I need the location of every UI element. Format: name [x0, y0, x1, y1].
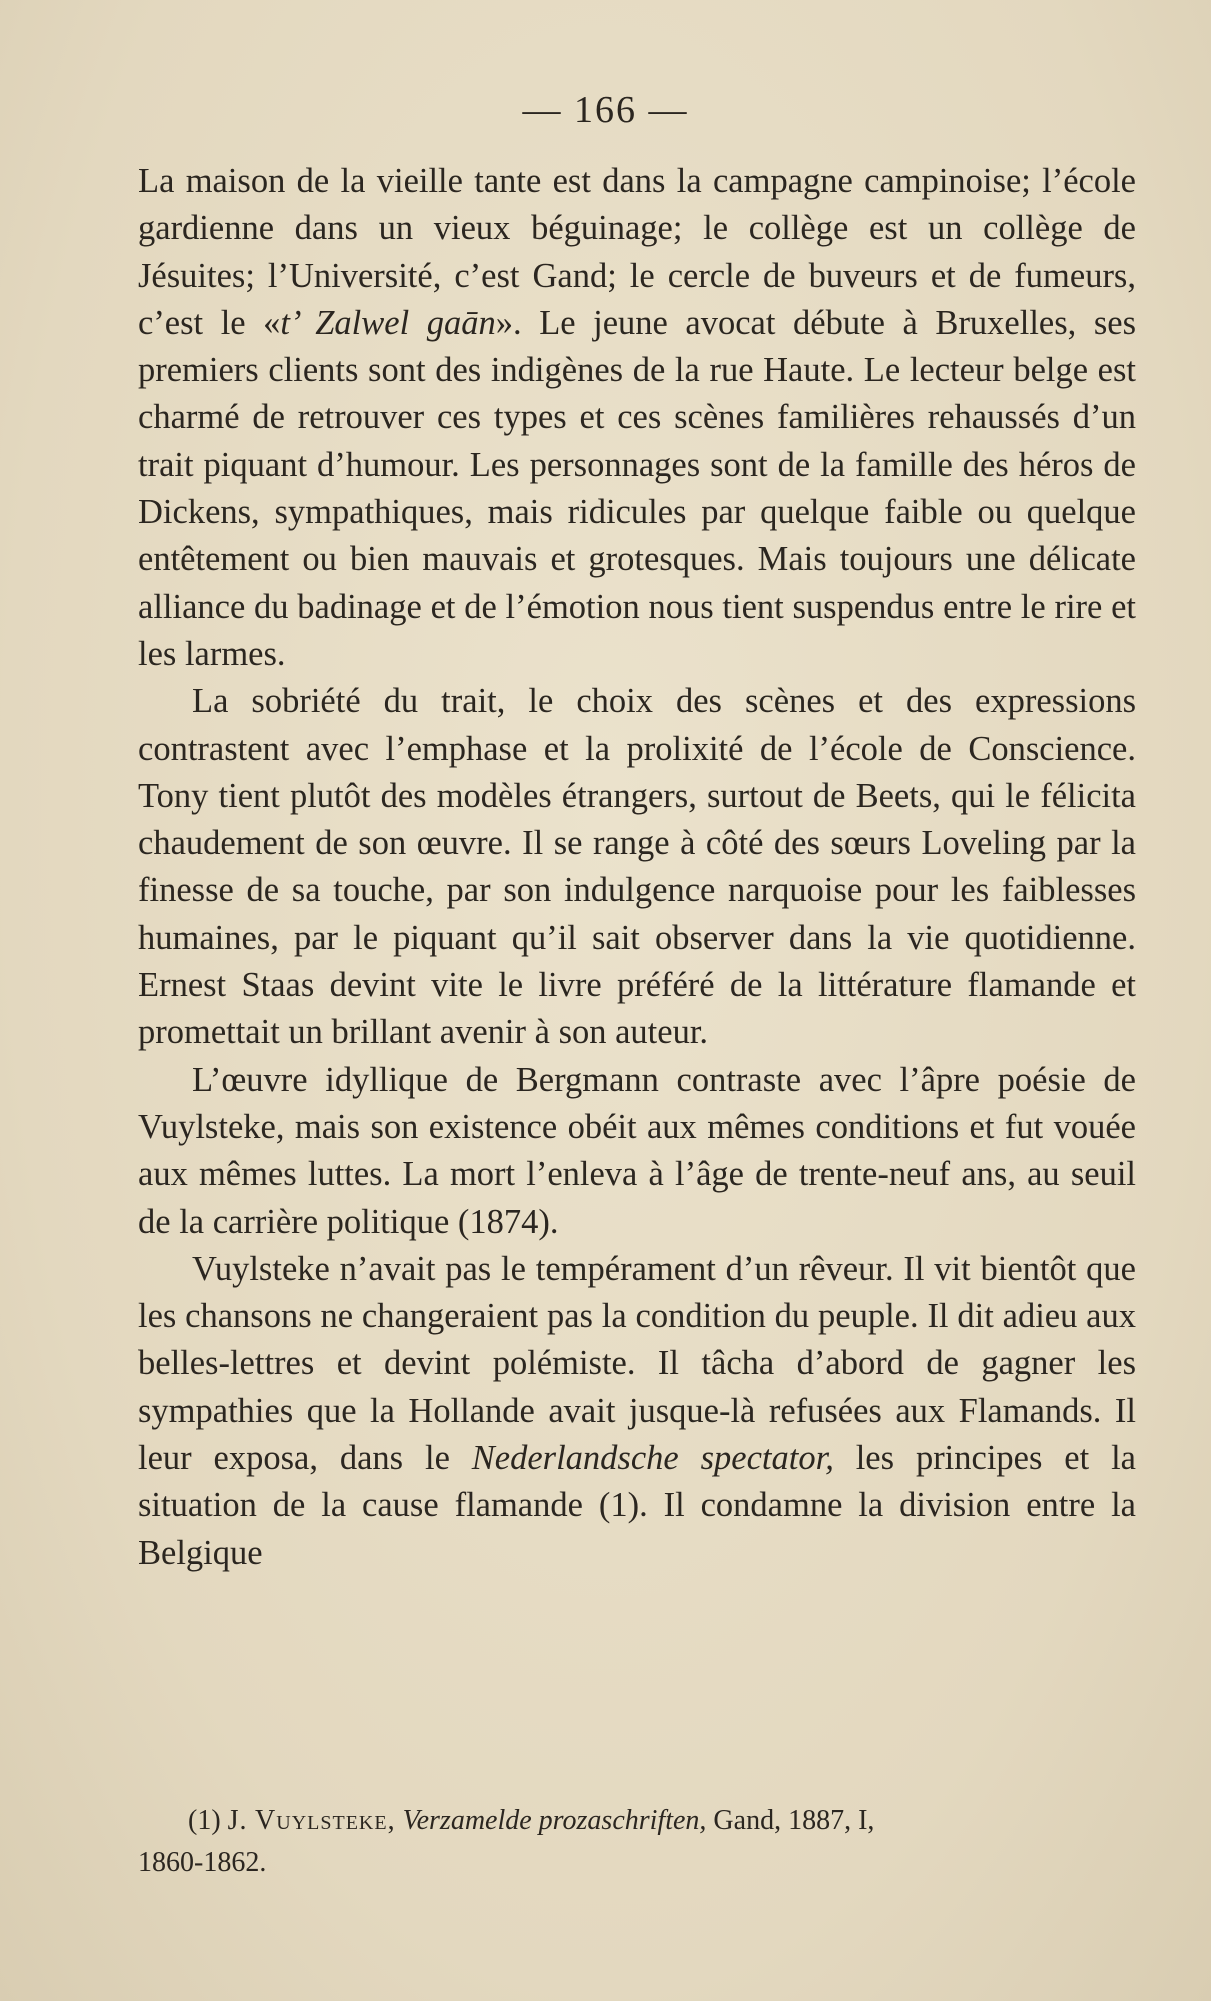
- footnote-title: Verzamelde prozaschriften,: [402, 1805, 707, 1836]
- footnote: [138, 1800, 1136, 1884]
- footnote-rest: Gand, 1887, I,: [706, 1805, 875, 1836]
- italic-text: t’ Zalwel gaān: [280, 303, 496, 342]
- text-run: L’œuvre idyllique de Bergmann contraste avec l’âpre poésie de Vuylsteke, mais son existence obéit aux mêmes conditions et fut vouée aux mêmes luttes. La mort l’enleva à l’âge de trente-neuf ans, au seuil de la carrière politique (1874).: [138, 1060, 1136, 1241]
- text-run: ». Le jeune avocat débute à Bruxelles, ses premiers clients sont des indigènes de la rue Haute. Le lecteur belge est charmé de retrouver ces types et ces scènes familières rehaussés d’un trait piquant d’humour. Les personnages sont de la famille des héros de Dickens, sympathiques, mais ridicules par quelque faible ou quelque entêtement ou bien mauvais et grotesques. Mais toujours une délicate alliance du badinage et de l’émotion nous tient suspendus entre le rire et les larmes.: [138, 303, 1137, 673]
- paragraph: [138, 158, 1136, 678]
- text-run: La sobriété du trait, le choix des scènes et des expressions contrastent avec l’emphase et la prolixité de l’école de Conscience. Tony tient plutôt des modèles étrangers, surtout de Beets, qui le félicita chaudement de son œuvre. Il se range à côté des sœurs Loveling par la finesse de sa touche, par son indulgence narquoise pour les faiblesses humaines, par le piquant qu’il sait observer dans la vie quotidienne. Ernest Staas devint vite le livre préféré de la littérature flamande et promettait un brillant avenir à son auteur.: [138, 682, 1136, 1052]
- page-number: — 166 —: [522, 89, 689, 131]
- paragraph: [138, 1246, 1136, 1577]
- footnote-continuation: 1860-1862.: [138, 1847, 267, 1878]
- italic-text: Nederlandsche spectator,: [471, 1439, 834, 1478]
- text-run: les principes et la situation de la cause flamande (1). Il condamne la division entre la Belgique: [138, 1439, 1136, 1572]
- text-run: La maison de la vieille tante est dans la campagne campinoise; l’école gardienne dans un vieux béguinage; le collège est un collège de Jésuites; l’Université, c’est Gand; le cercle de buveurs et de fumeurs, c’est le «: [138, 162, 1136, 342]
- footnote-marker: (1): [188, 1805, 221, 1836]
- footnote-author: J. Vuylsteke,: [227, 1805, 396, 1836]
- text-run: Vuylsteke n’avait pas le tempérament d’un rêveur. Il vit bientôt que les chansons ne changeraient pas la condition du peuple. Il dit adieu aux belles-lettres et devint polémiste. Il tâcha d’abord de gagner les sympathies que la Hollande avait jusque-là refusées aux Flamands. Il leur exposa, dans le: [138, 1249, 1136, 1478]
- body-text: [138, 158, 1136, 1577]
- paragraph: [138, 1057, 1136, 1246]
- paragraph: [138, 678, 1136, 1056]
